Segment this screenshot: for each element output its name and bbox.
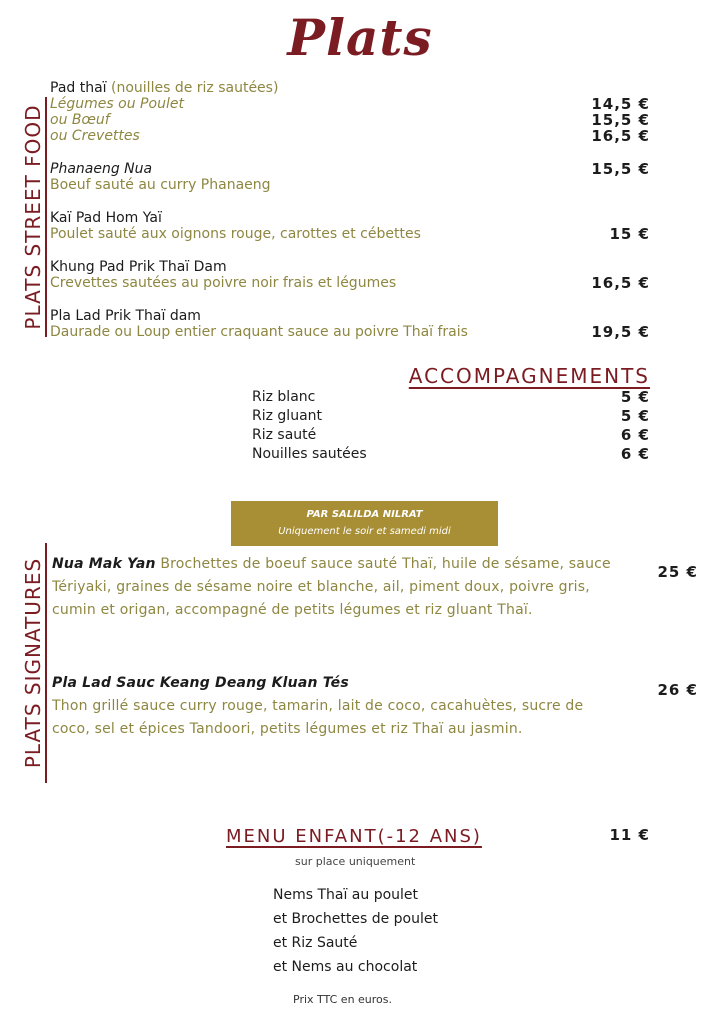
kids-menu-price: 11 € (609, 826, 650, 844)
price: 16,5 € (591, 274, 650, 292)
dish-name: Pad thaï (50, 80, 107, 96)
price: 6 € (620, 445, 650, 463)
dish-option: ou Crevettes (50, 128, 140, 144)
dish-name: Pla Lad Sauc Keang Deang Kluan Tés (52, 675, 349, 691)
kids-menu-note: sur place uniquement (295, 855, 416, 868)
menu-item (50, 210, 550, 242)
price: 15 € (609, 225, 650, 243)
page-title: Plats (287, 8, 433, 67)
menu-item (50, 80, 550, 144)
price: 16,5 € (591, 127, 650, 145)
kids-menu-list (273, 883, 438, 979)
price: 5 € (620, 407, 650, 425)
dish-name: Kaï Pad Hom Yaï (50, 210, 162, 226)
menu-item (50, 259, 550, 291)
dish-description: Daurade ou Loup entier craquant sauce au poivre Thaï frais (50, 324, 468, 340)
street-food-section-label: PLATS STREET FOOD (21, 97, 47, 337)
dish-description-line: coco, sel et épices Tandoori, petits légumes et riz Thaï au jasmin. (52, 721, 523, 737)
dish-name: Khung Pad Prik Thaï Dam (50, 259, 227, 275)
sides-prices (621, 388, 650, 464)
kids-menu-item: et Nems au chocolat (273, 959, 418, 975)
signature-dish (52, 672, 632, 741)
dish-description: Poulet sauté aux oignons rouge, carottes et cébettes (50, 226, 421, 242)
price: 15,5 € (591, 160, 650, 178)
signatures-section-label: PLATS SIGNATURES (21, 543, 47, 783)
side-item: Riz gluant (252, 408, 323, 424)
dish-description-line: Tériyaki, graines de sésame noire et blanche, ail, piment doux, poivre gris, (52, 579, 590, 595)
sides-list (252, 388, 367, 464)
side-item: Riz sauté (252, 427, 317, 443)
kids-menu-item: Nems Thaï au poulet (273, 887, 419, 903)
menu-item (50, 161, 550, 193)
price: 5 € (620, 388, 650, 406)
price: 6 € (620, 426, 650, 444)
dish-name: Nua Mak Yan (52, 556, 156, 572)
side-item: Riz blanc (252, 389, 316, 405)
kids-menu-heading: MENU ENFANT(-12 ANS) (226, 826, 482, 847)
price: 25 € (657, 563, 698, 581)
side-item: Nouilles sautées (252, 446, 367, 462)
price: 26 € (657, 681, 698, 699)
price-list (591, 96, 650, 144)
chef-banner (231, 501, 498, 546)
price: 19,5 € (591, 323, 650, 341)
dish-name-note: (nouilles de riz sautées) (111, 80, 279, 96)
dish-description-line: Thon grillé sauce curry rouge, tamarin, lait de coco, cacahuètes, sucre de (52, 698, 584, 714)
menu-item (50, 308, 550, 340)
dish-option: ou Bœuf (50, 112, 110, 128)
signature-dish (52, 553, 632, 622)
dish-name: Pla Lad Prik Thaï dam (50, 308, 201, 324)
price: 15,5 € (591, 111, 650, 129)
dish-name: Phanaeng Nua (50, 161, 153, 177)
dish-description-line: cumin et origan, accompagné de petits légumes et riz gluant Thaï. (52, 602, 533, 618)
dish-description: Boeuf sauté au curry Phanaeng (50, 177, 271, 193)
dish-option: Légumes ou Poulet (50, 96, 184, 112)
kids-menu-item: et Brochettes de poulet (273, 911, 438, 927)
kids-menu-item: et Riz Sauté (273, 935, 358, 951)
banner-subtitle: Uniquement le soir et samedi midi (278, 526, 451, 537)
dish-description: Crevettes sautées au poivre noir frais et légumes (50, 275, 397, 291)
banner-title: PAR SALILDA NILRAT (306, 509, 423, 520)
sides-heading: ACCOMPAGNEMENTS (408, 364, 650, 388)
footer-note: Prix TTC en euros. (293, 993, 393, 1006)
price: 14,5 € (591, 95, 650, 113)
dish-description-line: Brochettes de boeuf sauce sauté Thaï, huile de sésame, sauce (160, 556, 611, 572)
